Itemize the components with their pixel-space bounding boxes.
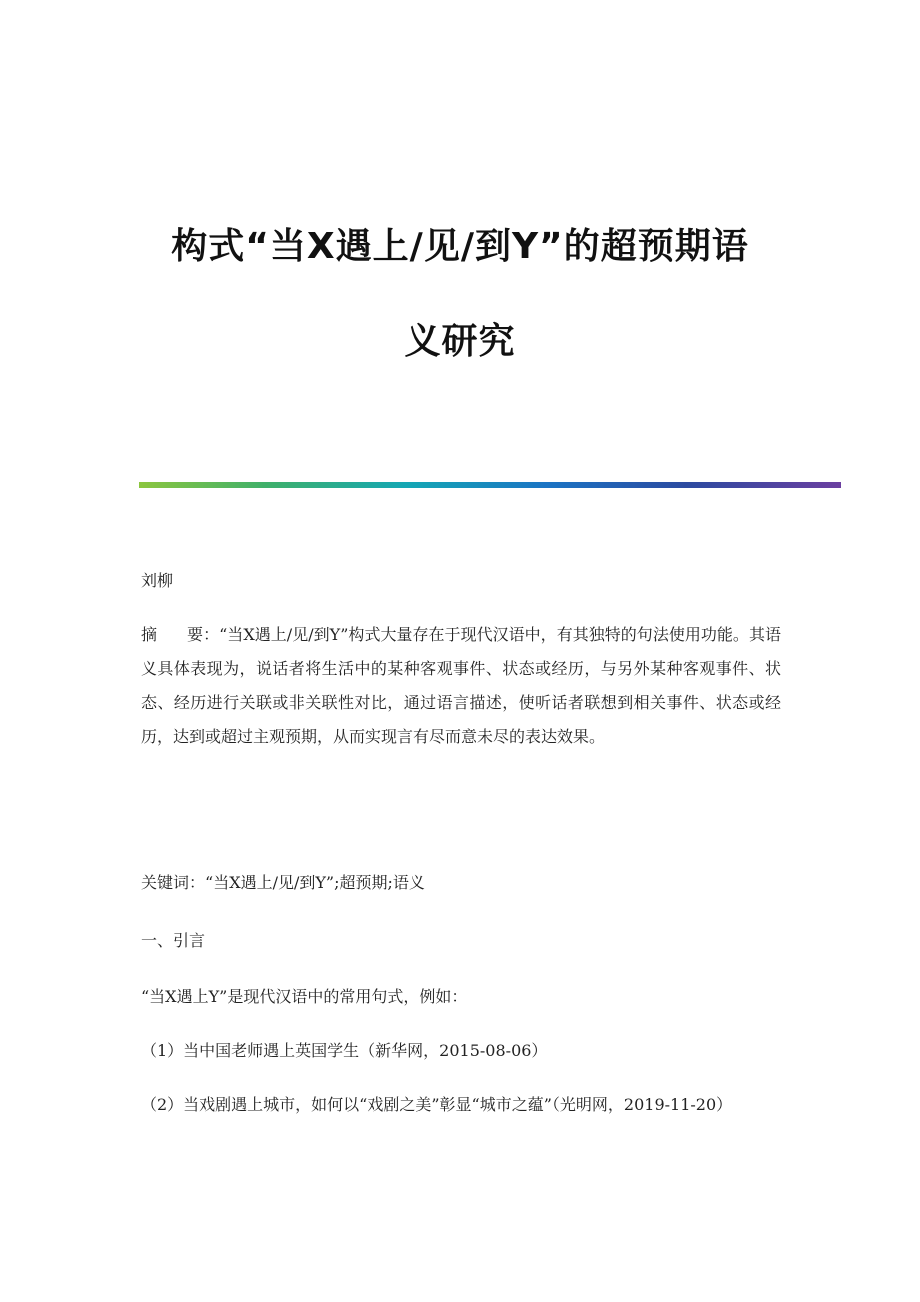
section-heading: 一、引言 <box>141 931 206 950</box>
abstract-paragraph <box>141 618 781 754</box>
title-divider <box>139 482 841 488</box>
example-2: （2）当戏剧遇上城市，如何以“戏剧之美”彰显“城市之蕴”（光明网，2019-11-20） <box>141 1095 733 1114</box>
example-1: （1）当中国老师遇上英国学生（新华网，2015-08-06） <box>141 1041 548 1060</box>
keywords-line <box>141 866 781 900</box>
abstract-label-part1: 摘 <box>141 625 158 644</box>
keywords-label: 关键词： <box>141 873 206 892</box>
document-title-line-1: 构式“当X遇上/见/到Y”的超预期语 <box>171 226 749 267</box>
abstract-label-part2: 要： <box>187 625 220 644</box>
document-title-line-2: 义研究 <box>404 321 516 362</box>
abstract-text: “当X遇上/见/到Y”构式大量存在于现代汉语中，有其独特的句法使用功能。其语义具体表现为，说话者将生活中的某种客观事件、状态或经历，与另外某种客观事件、状态、经历进行关联或非关联性对比，通过语言描述，使听话者联想到相关事件、状态或经历，达到或超过主观预期，从而实现言有尽而意未尽的表达效果。 <box>141 625 781 746</box>
intro-paragraph: “当X遇上Y”是现代汉语中的常用句式，例如： <box>141 987 468 1006</box>
author-name: 刘柳 <box>141 571 174 590</box>
keywords-text: “当X遇上/见/到Y”;超预期;语义 <box>205 873 425 892</box>
